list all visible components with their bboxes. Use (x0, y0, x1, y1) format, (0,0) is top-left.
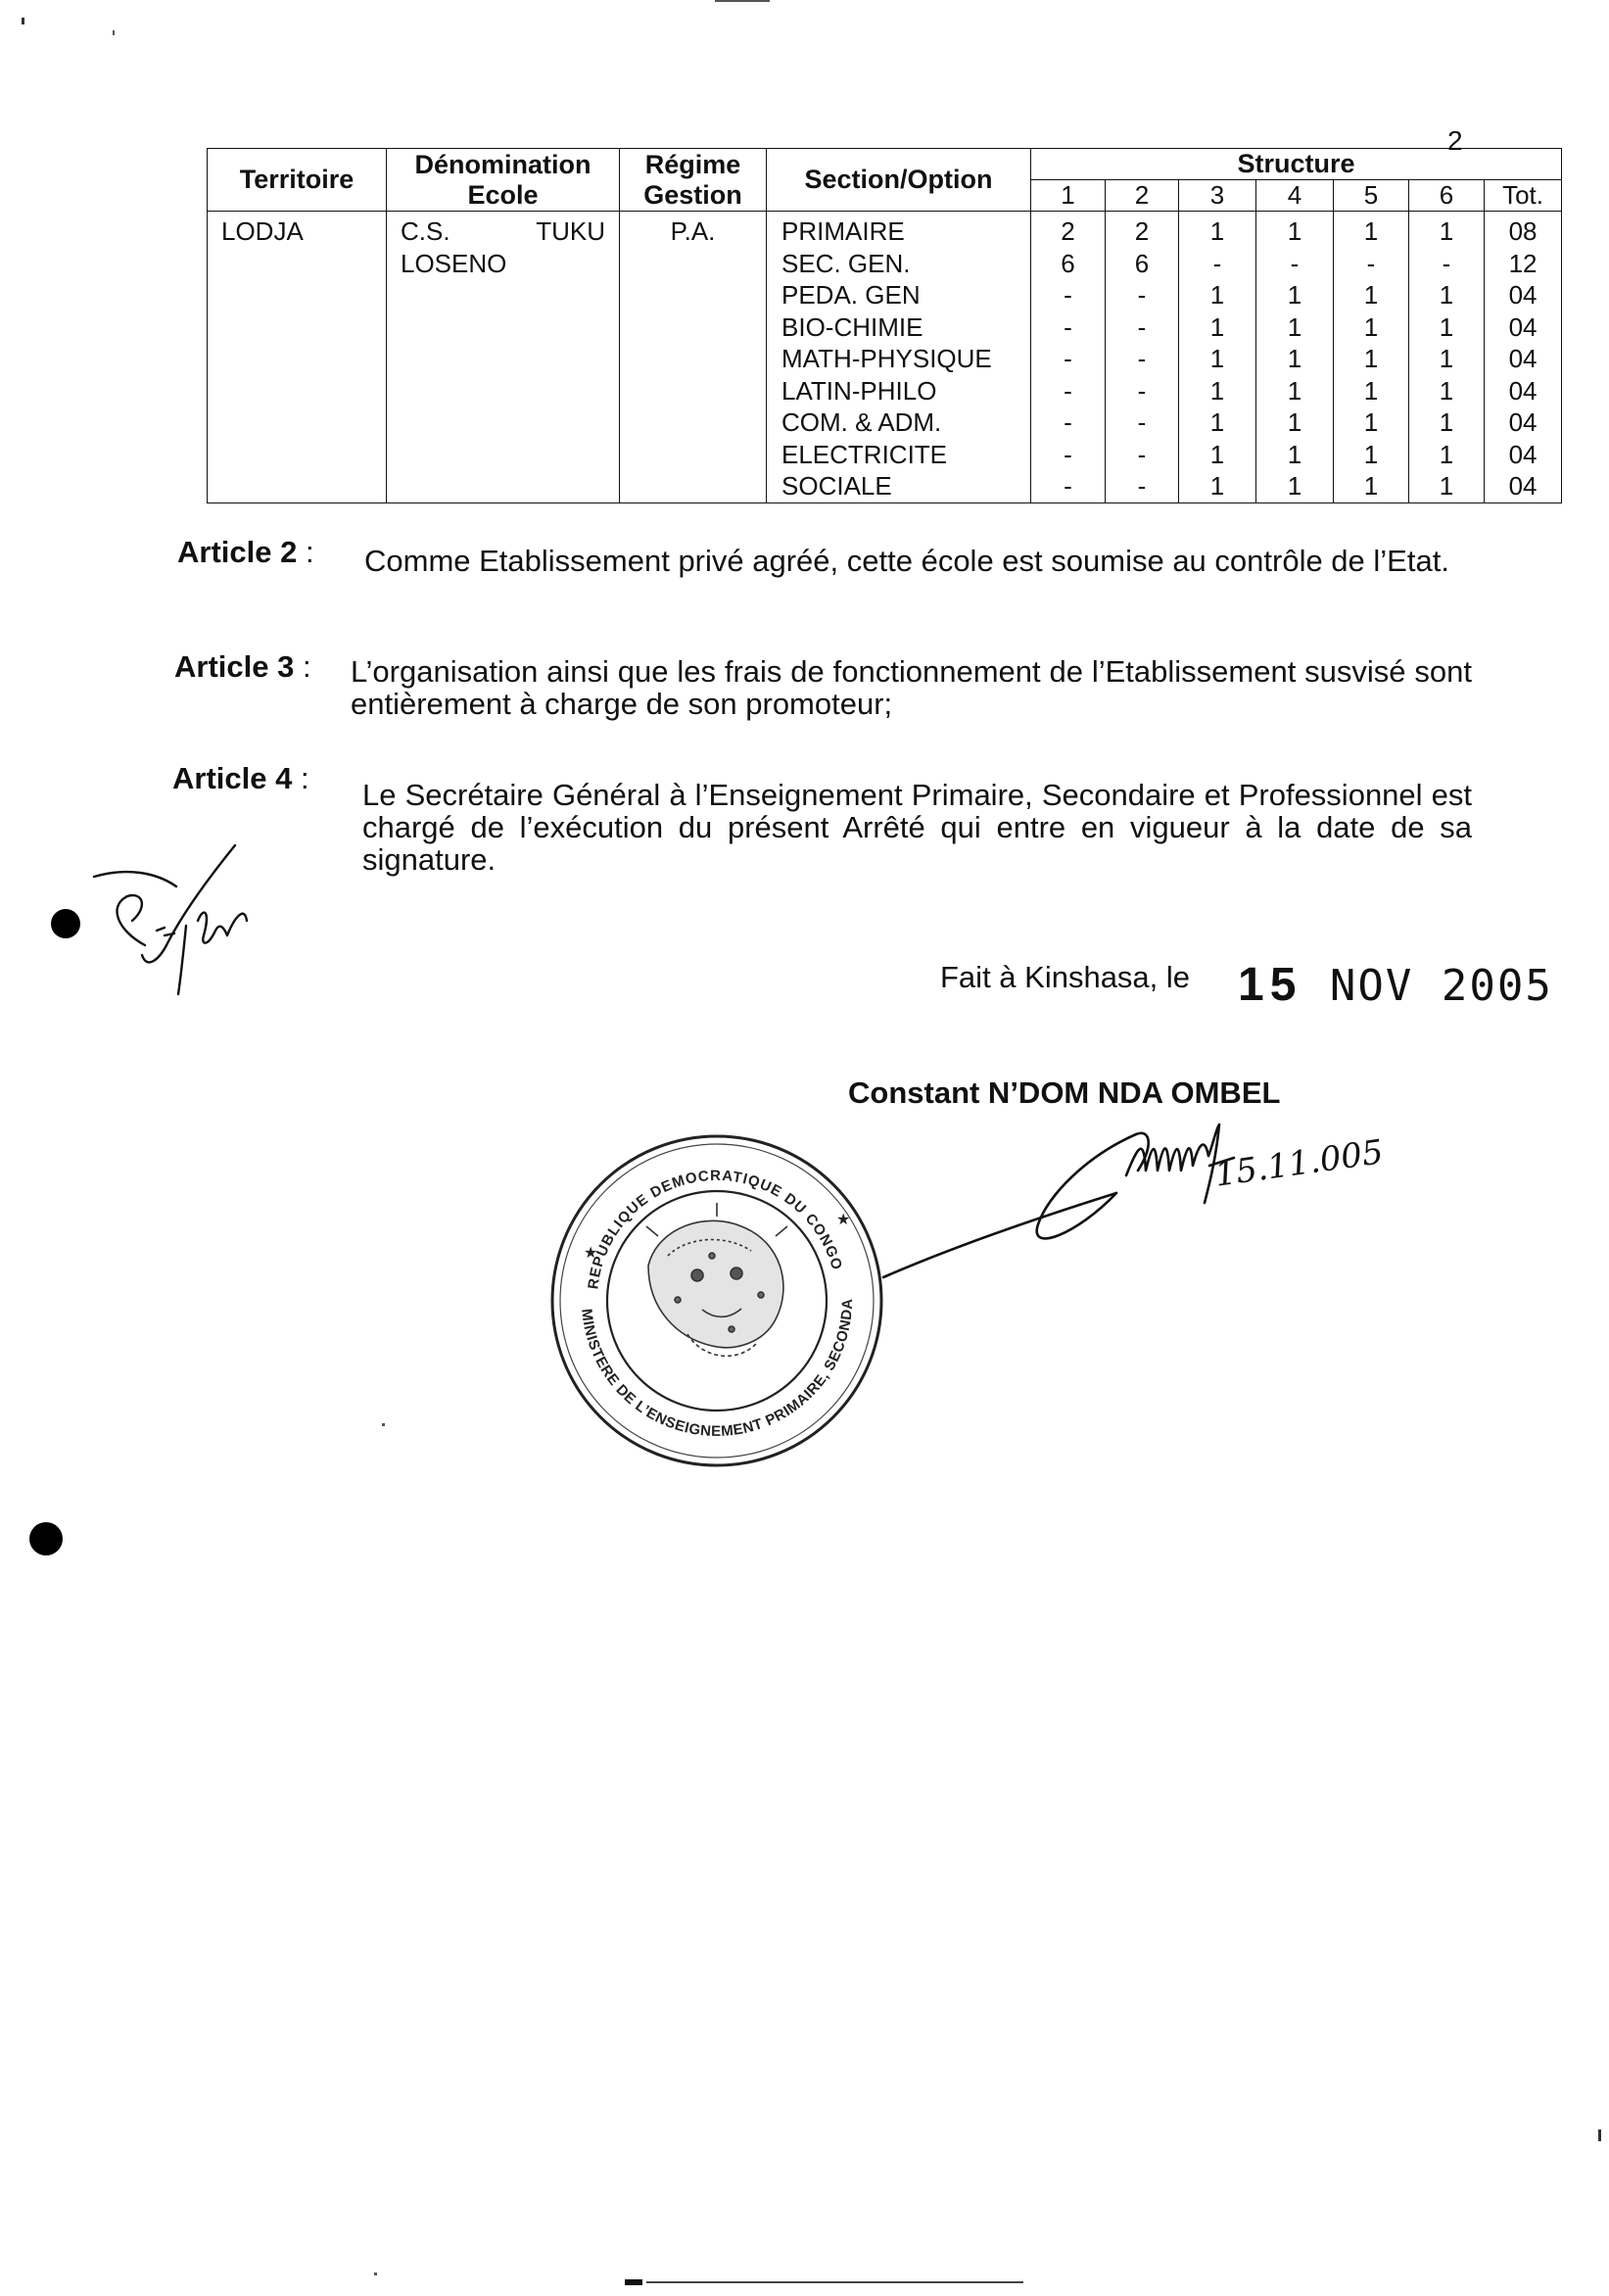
article-2-colon: : (305, 535, 314, 569)
structure-value: 1 (1363, 280, 1379, 310)
structure-value: 1 (1439, 439, 1454, 469)
header-structure-5: 5 (1334, 180, 1409, 212)
structure-value: - (1064, 439, 1072, 469)
header-regime-line1: Régime (644, 149, 741, 179)
cell-regime (620, 212, 767, 503)
structure-value: 1 (1439, 344, 1454, 373)
initials-signature (88, 837, 274, 1009)
header-structure-6: 6 (1409, 180, 1485, 212)
scan-marks-bottom (0, 1411, 1609, 2296)
structure-value: 1 (1287, 439, 1302, 469)
structure-value: 6 (1061, 248, 1075, 278)
header-territoire: Territoire (208, 149, 387, 212)
ecole-name-part2: TUKU (536, 216, 605, 246)
structure-value: 1 (1287, 311, 1302, 342)
structure-col-total (1485, 212, 1562, 503)
section-item: MATH-PHYSIQUE (781, 344, 992, 373)
structure-value: 1 (1363, 471, 1379, 501)
structure-value: 12 (1508, 248, 1538, 278)
cell-territoire (208, 212, 387, 503)
structure-value: - (1290, 248, 1300, 278)
structure-value: 1 (1363, 407, 1379, 437)
structure-value: 1 (1287, 407, 1302, 437)
section-item: SOCIALE (781, 471, 892, 501)
structure-value: 04 (1508, 471, 1538, 501)
svg-text:★: ★ (836, 1210, 851, 1228)
signatory-name: Constant N’DOM NDA OMBEL (848, 1076, 1281, 1110)
structure-value: 1 (1287, 216, 1302, 246)
structure-value: - (1137, 311, 1147, 342)
structure-value: 1 (1209, 407, 1225, 437)
section-item: PEDA. GEN (781, 280, 921, 310)
article-3-label-text: Article 3 (174, 649, 295, 684)
school-structure-table (207, 148, 1562, 503)
article-2-label-text: Article 2 (177, 535, 298, 569)
structure-value: - (1137, 280, 1147, 310)
date-day: 15 (1238, 959, 1302, 1011)
structure-value: 1 (1363, 311, 1379, 342)
article-3-colon: : (302, 649, 311, 684)
structure-value: - (1064, 471, 1072, 501)
article-4-label (172, 762, 309, 794)
svg-text:★: ★ (584, 1243, 598, 1262)
structure-value: - (1064, 311, 1072, 342)
structure-value: 1 (1287, 280, 1302, 310)
structure-col-1 (1031, 212, 1106, 503)
structure-value: 1 (1363, 439, 1379, 469)
structure-value: 04 (1508, 280, 1538, 310)
date-stamp (1238, 958, 1553, 1012)
header-structure: Structure (1031, 149, 1562, 180)
structure-value: 1 (1363, 344, 1379, 373)
binder-hole (51, 909, 80, 938)
structure-value: 1 (1209, 311, 1225, 342)
structure-value: 04 (1508, 407, 1538, 437)
ecole-name-part1: C.S. (401, 216, 450, 246)
date-month-year: NOV 2005 (1329, 961, 1553, 1011)
place-and-date-label: Fait à Kinshasa, le (940, 960, 1191, 994)
structure-value: 04 (1508, 375, 1538, 406)
structure-value: 1 (1439, 471, 1454, 501)
ecole-name-line2: LOSENO (401, 248, 507, 278)
section-item: COM. & ADM. (781, 407, 942, 437)
table-row (208, 212, 1562, 503)
structure-value: - (1137, 471, 1147, 501)
structure-col-2 (1106, 212, 1179, 503)
header-denomination-line1: Dénomination (414, 149, 592, 179)
structure-col-4 (1256, 212, 1334, 503)
structure-value: 1 (1287, 344, 1302, 373)
structure-value: 1 (1209, 471, 1225, 501)
section-item: SEC. GEN. (781, 248, 911, 278)
structure-value: - (1064, 407, 1072, 437)
seal-outer-text: REPUBLIQUE DEMOCRATIQUE DU CONGO (585, 1167, 846, 1291)
structure-value: 1 (1439, 375, 1454, 406)
article-4-text: Le Secrétaire Général à l’Enseignement Primaire, Secondaire et Professionnel est chargé de l’exécution du présent Arrêté qui entre en vigueur à la date de sa signature. (362, 778, 1472, 877)
structure-value: - (1442, 248, 1451, 278)
structure-value: 1 (1209, 216, 1225, 246)
header-regime (620, 149, 767, 212)
structure-value: - (1064, 280, 1072, 310)
main-signature (881, 1117, 1430, 1298)
structure-value: 1 (1363, 216, 1379, 246)
article-4-colon: : (300, 761, 309, 795)
article-3-text: L’organisation ainsi que les frais de fonctionnement de l’Etablissement susvisé sont entièrement à charge de son promoteur; (351, 654, 1472, 721)
leopard-emblem-icon (646, 1203, 787, 1356)
structure-value: 1 (1439, 407, 1454, 437)
structure-value: 1 (1363, 375, 1379, 406)
scan-marks-top (0, 0, 1609, 44)
signature-date: 15.11.005 (1212, 1132, 1386, 1195)
structure-value: 04 (1508, 311, 1538, 342)
header-structure-4: 4 (1256, 180, 1334, 212)
structure-value: 04 (1508, 439, 1538, 469)
header-denomination-line2: Ecole (467, 179, 539, 210)
section-item: BIO-CHIMIE (781, 311, 923, 342)
structure-value: - (1137, 407, 1147, 437)
structure-value: - (1064, 375, 1072, 406)
header-regime-line2: Gestion (643, 179, 742, 210)
article-4-label-text: Article 4 (172, 761, 293, 795)
structure-value: 6 (1134, 248, 1150, 278)
structure-value: 04 (1508, 344, 1538, 373)
header-denomination (387, 149, 620, 212)
structure-value: - (1137, 344, 1147, 373)
structure-value: - (1137, 439, 1147, 469)
structure-value: 1 (1439, 280, 1454, 310)
regime-value: P.A. (670, 216, 716, 246)
structure-value: - (1064, 344, 1072, 373)
section-item: ELECTRICITE (781, 439, 948, 469)
header-structure-3: 3 (1179, 180, 1256, 212)
header-structure-2: 2 (1106, 180, 1179, 212)
header-section: Section/Option (767, 149, 1031, 212)
structure-col-6 (1409, 212, 1485, 503)
cell-ecole (387, 212, 620, 503)
article-2-text: Comme Etablissement privé agréé, cette école est soumise au contrôle de l’Etat. (364, 544, 1449, 578)
seal-inner-text: MINISTERE DE L’ENSEIGNEMENT PRIMAIRE, SECONDA (578, 1298, 857, 1441)
structure-value: - (1212, 248, 1222, 278)
structure-col-3 (1179, 212, 1256, 503)
structure-value: 1 (1287, 375, 1302, 406)
page-number: 2 (1447, 125, 1463, 156)
structure-value: 2 (1061, 216, 1075, 246)
structure-value: 2 (1134, 216, 1150, 246)
territoire-value: LODJA (221, 216, 304, 246)
structure-value: 1 (1287, 471, 1302, 501)
article-3-label (174, 650, 311, 683)
section-item: PRIMAIRE (781, 216, 905, 246)
structure-value: - (1137, 375, 1147, 406)
structure-value: 1 (1439, 311, 1454, 342)
structure-value: 1 (1209, 280, 1225, 310)
structure-value: 1 (1209, 375, 1225, 406)
structure-value: 1 (1209, 439, 1225, 469)
structure-value: 08 (1508, 216, 1538, 246)
header-structure-total: Tot. (1485, 180, 1562, 212)
header-structure-1: 1 (1031, 180, 1106, 212)
structure-col-5 (1334, 212, 1409, 503)
cell-sections (767, 212, 1031, 503)
structure-value: 1 (1439, 216, 1454, 246)
section-item: LATIN-PHILO (781, 375, 937, 406)
article-2-label (177, 536, 314, 568)
structure-value: - (1366, 248, 1376, 278)
structure-value: 1 (1209, 344, 1225, 373)
